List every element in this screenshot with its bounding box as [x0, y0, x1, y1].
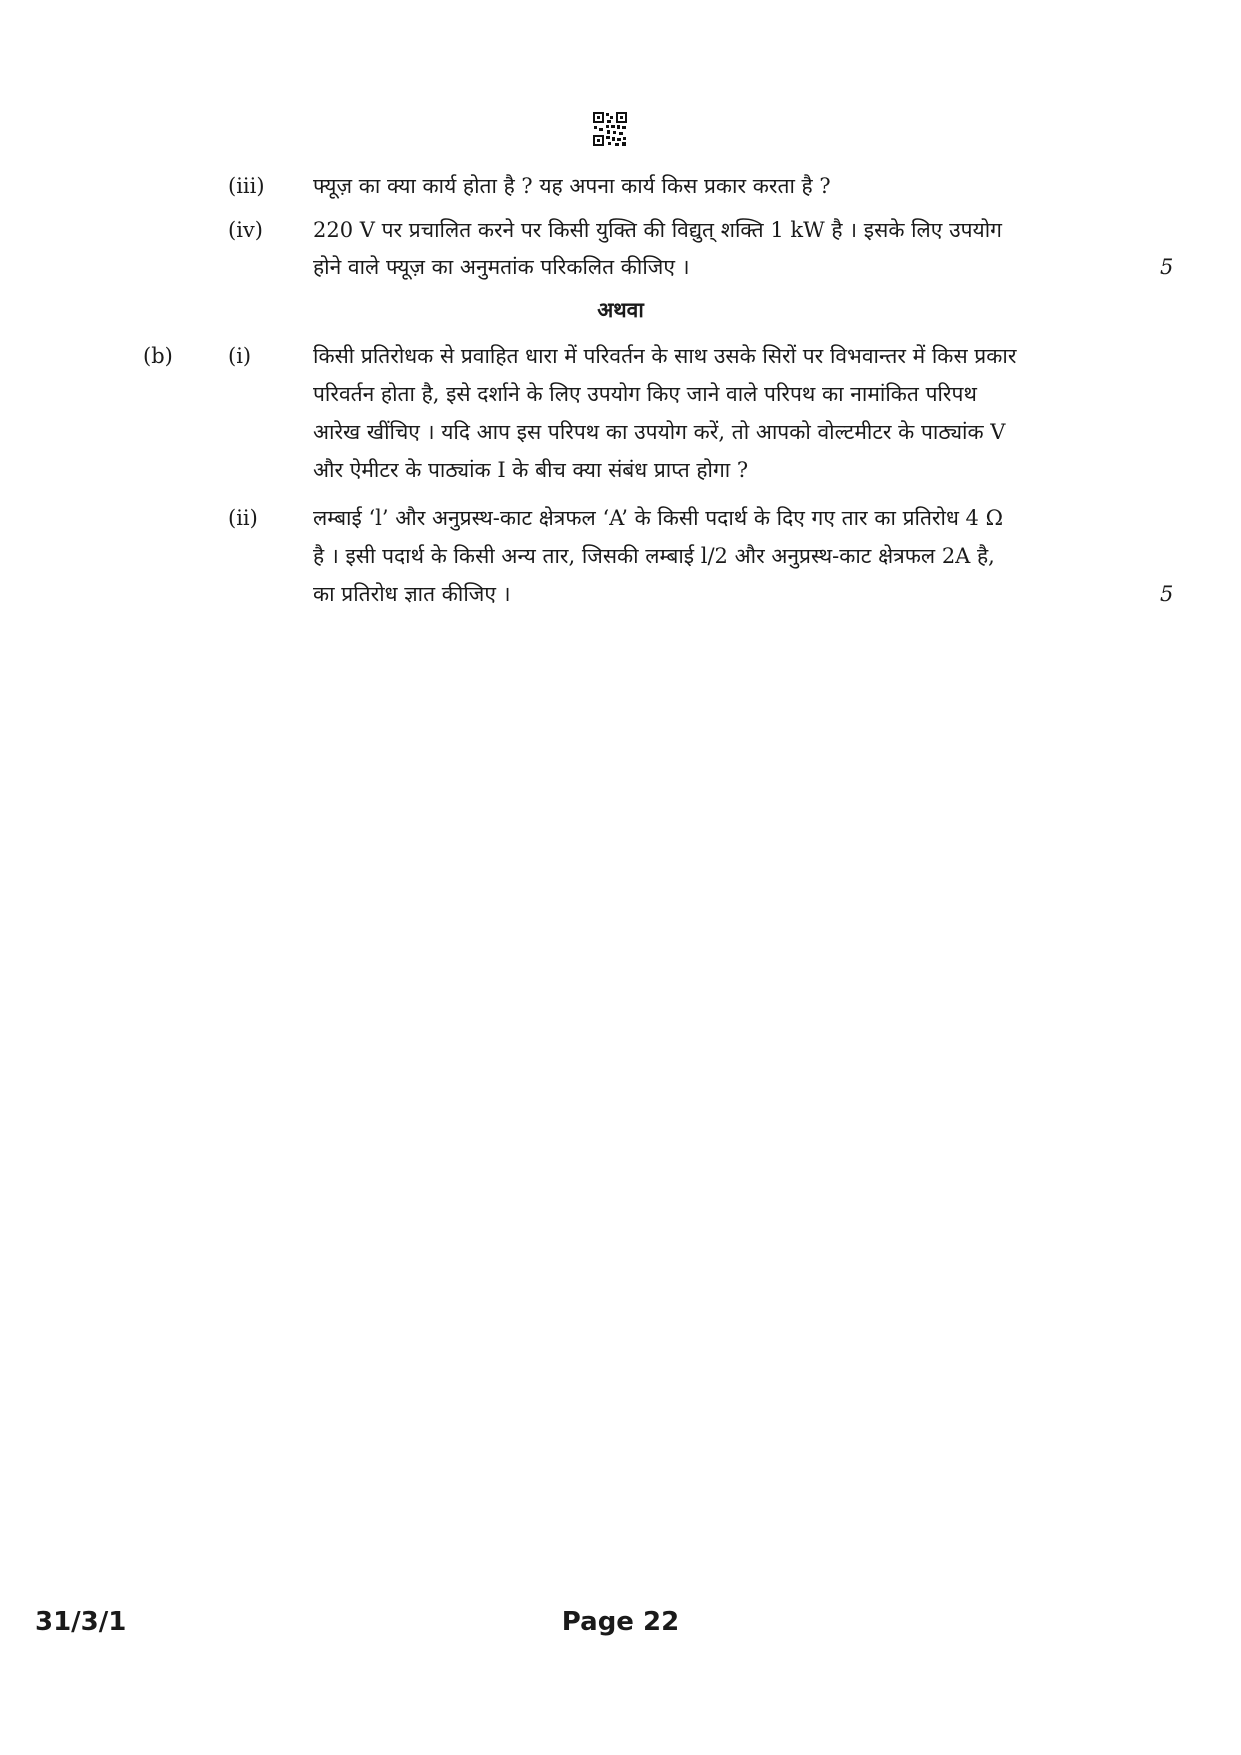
sub-question-b-i-line-1: किसी प्रतिरोधक से प्रवाहित धारा में परिवर्तन के साथ उसके सिरों पर विभवान्तर में किस प्रकार — [313, 344, 1017, 368]
sub-question-label-b-ii: (ii) — [228, 506, 258, 530]
sub-question-iii-text: फ्यूज़ का क्या कार्य होता है ? यह अपना कार्य किस प्रकार करता है ? — [313, 174, 831, 198]
sub-question-b-i-line-3: आरेख खींचिए । यदि आप इस परिपथ का उपयोग करें, तो आपको वोल्टमीटर के पाठ्यांक V — [313, 420, 1006, 444]
marks-part-b: 5 — [1160, 582, 1174, 606]
sub-question-b-ii-line-3: का प्रतिरोध ज्ञात कीजिए । — [313, 582, 511, 606]
sub-question-b-i-line-2: परिवर्तन होता है, इसे दर्शाने के लिए उपयोग किए जाने वाले परिपथ का नामांकित परिपथ — [313, 382, 977, 406]
sub-question-iv-line-2: होने वाले फ्यूज़ का अनुमतांक परिकलित कीजिए । — [313, 255, 690, 279]
qr-code-icon — [592, 111, 628, 147]
sub-question-label-iv: (iv) — [228, 218, 263, 242]
paper-code: 31/3/1 — [35, 1607, 127, 1637]
or-heading: अथवा — [597, 297, 644, 322]
marks-part-a: 5 — [1160, 255, 1174, 279]
part-b-label: (b) — [143, 344, 173, 368]
page-number: Page 22 — [561, 1607, 680, 1637]
sub-question-b-ii-line-2: है । इसी पदार्थ के किसी अन्य तार, जिसकी लम्बाई l/2 और अनुप्रस्थ-काट क्षेत्रफल 2A है, — [313, 544, 995, 568]
sub-question-label-b-i: (i) — [228, 344, 252, 368]
sub-question-label-iii: (iii) — [228, 174, 265, 198]
sub-question-iv-line-1: 220 V पर प्रचालित करने पर किसी युक्ति की विद्युत् शक्ति 1 kW है । इसके लिए उपयोग — [313, 218, 1002, 242]
sub-question-b-ii-line-1: लम्बाई ‘l’ और अनुप्रस्थ-काट क्षेत्रफल ‘A’ के किसी पदार्थ के दिए गए तार का प्रतिरोध 4 Ω — [313, 506, 1003, 530]
sub-question-b-i-line-4: और ऐमीटर के पाठ्यांक I के बीच क्या संबंध प्राप्त होगा ? — [313, 458, 749, 482]
